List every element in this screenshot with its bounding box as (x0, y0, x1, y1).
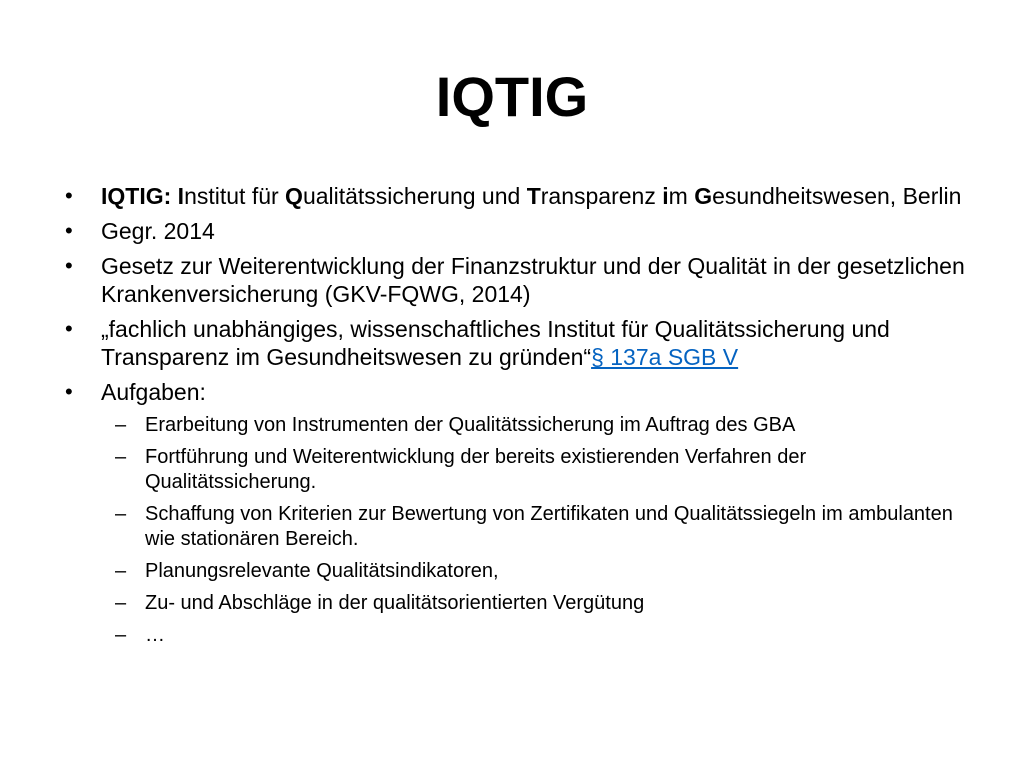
dash-icon: – (115, 446, 127, 468)
sub-item (65, 591, 970, 616)
dash-icon: – (115, 592, 127, 614)
text-fragment: esundheitswesen, Berlin (712, 183, 962, 209)
bullet-item-law (65, 252, 970, 308)
sub-item-text: … (145, 624, 165, 646)
bullet-text: Aufgaben: (101, 379, 206, 405)
bullet-icon: • (65, 253, 73, 278)
sub-item (65, 413, 970, 438)
bullet-text: Gegr. 2014 (101, 218, 215, 244)
dash-icon: – (115, 503, 127, 525)
bullet-icon: • (65, 379, 73, 404)
slide-title: IQTIG (435, 65, 589, 128)
sub-item-text: Zu- und Abschläge in der qualitätsorientierten Vergütung (145, 592, 645, 614)
bold-fragment: G (694, 183, 713, 209)
sgb-reference-link[interactable]: § 137a SGB V (591, 344, 739, 370)
bullet-item-iqtig-definition (65, 182, 970, 210)
bullet-text: „fachlich unabhängiges, wissenschaftliches Institut für Qualitätssicherung und Transparenz im Gesundheitswesen zu gründen“ (101, 316, 890, 370)
bold-fragment: T (526, 183, 541, 209)
sub-item (65, 445, 970, 495)
bullet-item-tasks (65, 378, 970, 406)
sub-item-text: Fortführung und Weiterentwicklung der bereits existierenden Verfahren der Qualitätssicherung. (145, 446, 807, 493)
sub-item-text: Schaffung von Kriterien zur Bewertung von Zertifikaten und Qualitätssiegeln im ambulanten wie stationären Bereich. (145, 503, 953, 550)
bullet-text: Gesetz zur Weiterentwicklung der Finanzstruktur und der Qualität in der gesetzlichen Krankenversicherung (GKV-FQWG, 2014) (101, 253, 965, 307)
sub-item (65, 559, 970, 584)
text-fragment: m (668, 183, 695, 209)
dash-icon: – (115, 414, 127, 436)
text-fragment: ransparenz (540, 183, 663, 209)
dash-icon: – (115, 560, 127, 582)
text-fragment: nstitut für (184, 183, 286, 209)
bold-fragment: Q (285, 183, 303, 209)
bullet-item-quote (65, 315, 970, 371)
dash-icon: – (115, 624, 127, 646)
bullet-list (65, 182, 970, 655)
bullet-icon: • (65, 218, 73, 243)
sub-item-text: Erarbeitung von Instrumenten der Qualitätssicherung im Auftrag des GBA (145, 414, 796, 436)
bullet-item-founded (65, 217, 970, 245)
bold-fragment: i (662, 183, 669, 209)
text-fragment: ualitätssicherung und (302, 183, 527, 209)
sub-item (65, 623, 970, 648)
bold-fragment: IQTIG: I (101, 183, 185, 209)
bullet-icon: • (65, 183, 73, 208)
sub-item-text: Planungsrelevante Qualitätsindikatoren, (145, 560, 499, 582)
sub-item (65, 502, 970, 552)
bullet-icon: • (65, 316, 73, 341)
